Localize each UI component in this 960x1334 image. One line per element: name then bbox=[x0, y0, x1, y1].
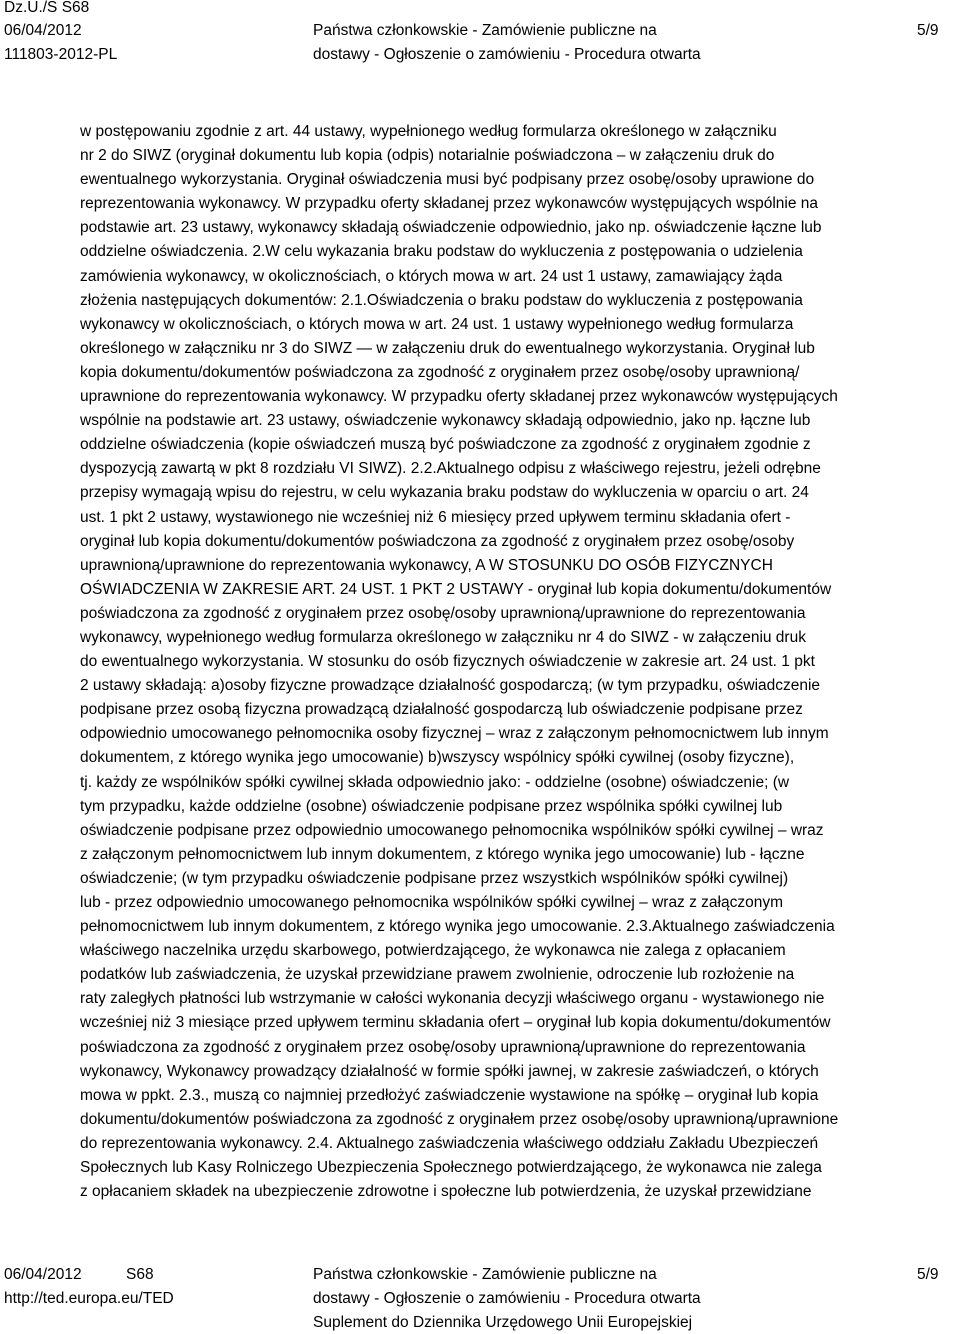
body-text-line: Społecznych lub Kasy Rolniczego Ubezpieczenia Społecznego potwierdzającego, że wykonawca nie zalega bbox=[80, 1159, 822, 1177]
body-text-line: do ewentualnego wykorzystania. W stosunku do osób fizycznych oświadczenie w zakresie art. 24 ust. 1 pkt bbox=[80, 653, 815, 671]
body-text-line: przepisy wymagają wpisu do rejestru, w celu wykazania braku podstaw do wykluczenia w oparciu o art. 24 bbox=[80, 484, 809, 502]
body-text-line: dyspozycją zawartą w pkt 8 rozdziału VI SIWZ). 2.2.Aktualnego odpisu z właściwego rejestru, jeżeli odrębne bbox=[80, 460, 821, 478]
footer-title-line3: Suplement do Dziennika Urzędowego Unii Europejskiej bbox=[313, 1314, 693, 1331]
body-text-line: z opłacaniem składek na ubezpieczenie zdrowotne i społeczne lub potwierdzenia, że uzyskał przewidziane bbox=[80, 1183, 812, 1201]
body-text-line: z załączonym pełnomocnictwem lub innym dokumentem, z którego wynika jego umocowanie) lub - łączne bbox=[80, 845, 805, 863]
body-text-line: podatków lub zaświadczenia, że uzyskał przewidziane prawem zwolnienie, odroczenie lub rozłożenie na bbox=[80, 966, 795, 984]
footer-url: http://ted.europa.eu/TED bbox=[4, 1290, 174, 1307]
body-text-line: OŚWIADCZENIA W ZAKRESIE ART. 24 UST. 1 PKT 2 USTAWY - oryginał lub kopia dokumentu/dokumentów bbox=[80, 580, 832, 598]
body-text-line: oryginał lub kopia dokumentu/dokumentów poświadczona za zgodność z oryginałem przez osobę/osoby bbox=[80, 532, 795, 550]
body-text-line: 2 ustawy składają: a)osoby fizyczne prowadzące działalność gospodarczą; (w tym przypadku, oświadczenie bbox=[80, 677, 821, 695]
body-text-line: oświadczenie podpisane przez odpowiednio umocowanego pełnomocnika wspólników spółki cywilnej – wraz bbox=[80, 821, 824, 839]
body-text-line: złożenia następujących dokumentów: 2.1.Oświadczenia o braku podstaw do wykluczenia z postępowania bbox=[80, 291, 803, 309]
body-text-line: tym przypadku, każde oddzielne (osobne) oświadczenie podpisane przez wspólnika spółki cywilnej lub bbox=[80, 797, 783, 815]
body-text-line: podstawie art. 23 ustawy, wykonawcy składają oświadczenie odpowiednio, jako np. oświadczenie łączne lub bbox=[80, 219, 822, 237]
body-text-line: oddzielne oświadczenia (kopie oświadczeń muszą być poświadczone za zgodność z oryginałem zgodnie z bbox=[80, 436, 811, 454]
body-text-line: wykonawcy, Wykonawcy prowadzący działalność w formie spółki jawnej, w zakresie zaświadczeń, o których bbox=[80, 1062, 819, 1080]
header-title-line2: dostawy - Ogłoszenie o zamówieniu - Procedura otwarta bbox=[313, 46, 701, 63]
body-text-line: nr 2 do SIWZ (oryginał dokumentu lub kopia (odpis) notarialnie poświadczona – w załączeniu druk do bbox=[80, 147, 775, 165]
body-text-line: poświadczona za zgodność z oryginałem przez osobę/osoby uprawnioną/uprawnione do reprezentowania bbox=[80, 1038, 806, 1056]
footer-title-line1: Państwa członkowskie - Zamówienie publiczne na bbox=[313, 1266, 657, 1283]
body-text-line: mowa w ppkt. 2.3., muszą co najmniej przedłożyć zaświadczenie wystawione na spółkę – oryginał lub kopia bbox=[80, 1086, 819, 1104]
body-text-line: podpisane przez osobą fizyczna prowadzącą działalność gospodarczą lub oświadczenie podpisane przez bbox=[80, 701, 803, 719]
body-text-line: właściwego naczelnika urzędu skarbowego, potwierdzającego, że wykonawca nie zalega z opłacaniem bbox=[80, 942, 786, 960]
body-text-line: do reprezentowania wykonawcy. 2.4. Aktualnego zaświadczenia właściwego oddziału Zakładu Ubezpieczeń bbox=[80, 1134, 819, 1152]
body-text-line: kopia dokumentu/dokumentów poświadczona za zgodność z oryginałem przez osobę/osoby uprawnioną/ bbox=[80, 363, 800, 381]
header-notice-id: 111803-2012-PL bbox=[4, 46, 118, 63]
header-journal-ref: Dz.U./S S68 bbox=[4, 0, 90, 16]
body-text-line: zamówienia wykonawcy, w okolicznościach, o których mowa w art. 24 ust 1 ustawy, zamawiający żąda bbox=[80, 267, 783, 285]
document-body bbox=[80, 120, 948, 1204]
body-text-line: lub - przez odpowiednio umocowanego pełnomocnika wspólników spółki cywilnej – wraz z załączonym bbox=[80, 894, 784, 911]
body-text-line: uprawnione do reprezentowania wykonawcy. W przypadku oferty składanej przez wykonawców występujących bbox=[80, 388, 838, 406]
body-text-line: w postępowaniu zgodnie z art. 44 ustawy, wypełnionego według formularza określonego w załączniku bbox=[80, 123, 777, 140]
body-text-line: określonego w załączniku nr 3 do SIWZ — w załączeniu druk do ewentualnego wykorzystania. Oryginał lub bbox=[80, 339, 815, 357]
body-text-line: oddzielne oświadczenia. 2.W celu wykazania braku podstaw do wykluczenia z postępowania o udzielenia bbox=[80, 243, 803, 261]
body-text-line: dokumentu/dokumentów poświadczona za zgodność z oryginałem przez osobę/osoby uprawnioną/uprawnione bbox=[80, 1110, 839, 1128]
body-text-line: odpowiednio umocowanego pełnomocnika osoby fizycznej – wraz z załączonym pełnomocnictwem lub innym bbox=[80, 725, 829, 743]
body-text-line: ust. 1 pkt 2 ustawy, wystawionego nie wcześniej niż 6 miesięcy przed upływem terminu składania ofert - bbox=[80, 508, 791, 526]
body-text-line: poświadczona za zgodność z oryginałem przez osobę/osoby uprawnioną/uprawnione do reprezentowania bbox=[80, 604, 806, 622]
body-text-line: tj. każdy ze wspólników spółki cywilnej składa odpowiednio jako: - oddzielne (osobne) oświadczenie; (w bbox=[80, 773, 790, 791]
footer-date: 06/04/2012 bbox=[4, 1266, 82, 1283]
body-text-line: pełnomocnictwem lub innym dokumentem, z którego wynika jego umocowanie. 2.3.Aktualnego zaświadczenia bbox=[80, 918, 835, 936]
body-text-line: raty zaległych płatności lub wstrzymanie w całości wykonania decyzji właściwego organu - wystawionego nie bbox=[80, 990, 825, 1008]
header-date: 06/04/2012 bbox=[4, 22, 82, 39]
body-text-line: wcześniej niż 3 miesiące przed upływem terminu składania ofert – oryginał lub kopia dokumentu/dokumentów bbox=[80, 1014, 831, 1032]
body-text-line: wykonawcy, wypełnionego według formularza określonego w załączniku nr 4 do SIWZ - w załączeniu druk bbox=[80, 628, 806, 646]
footer-title-line2: dostawy - Ogłoszenie o zamówieniu - Procedura otwarta bbox=[313, 1290, 701, 1307]
body-text-line: uprawnioną/uprawnione do reprezentowania wykonawcy, A W STOSUNKU DO OSÓB FIZYCZNYCH bbox=[80, 556, 773, 574]
body-text-line: dokumentem, z którego wynika jego umocowanie) b)wszyscy wspólnicy spółki cywilnej (osoby fizyczne), bbox=[80, 749, 795, 767]
header-page-number: 5/9 bbox=[917, 22, 939, 39]
body-text-line: wykonawcy w okolicznościach, o których mowa w art. 24 ust. 1 ustawy wypełnionego według formularza bbox=[80, 315, 794, 333]
footer-page-number: 5/9 bbox=[917, 1266, 939, 1283]
header-title-line1: Państwa członkowskie - Zamówienie publiczne na bbox=[313, 22, 657, 39]
body-text-line: reprezentowania wykonawcy. W przypadku oferty składanej przez wykonawców występujących wspólnie na bbox=[80, 195, 819, 213]
body-text-line: ewentualnego wykorzystania. Oryginał oświadczenia musi być podpisany przez osobę/osoby uprawione do bbox=[80, 171, 815, 189]
body-text-line: oświadczenie; (w tym przypadku oświadczenie podpisane przez wszystkich wspólników spółki cywilnej) bbox=[80, 869, 789, 887]
body-text-line: wspólnie na podstawie art. 23 ustawy, oświadczenie wykonawcy składają odpowiednio, jako np. łączne lub bbox=[80, 412, 811, 430]
footer-series: S68 bbox=[126, 1266, 154, 1283]
